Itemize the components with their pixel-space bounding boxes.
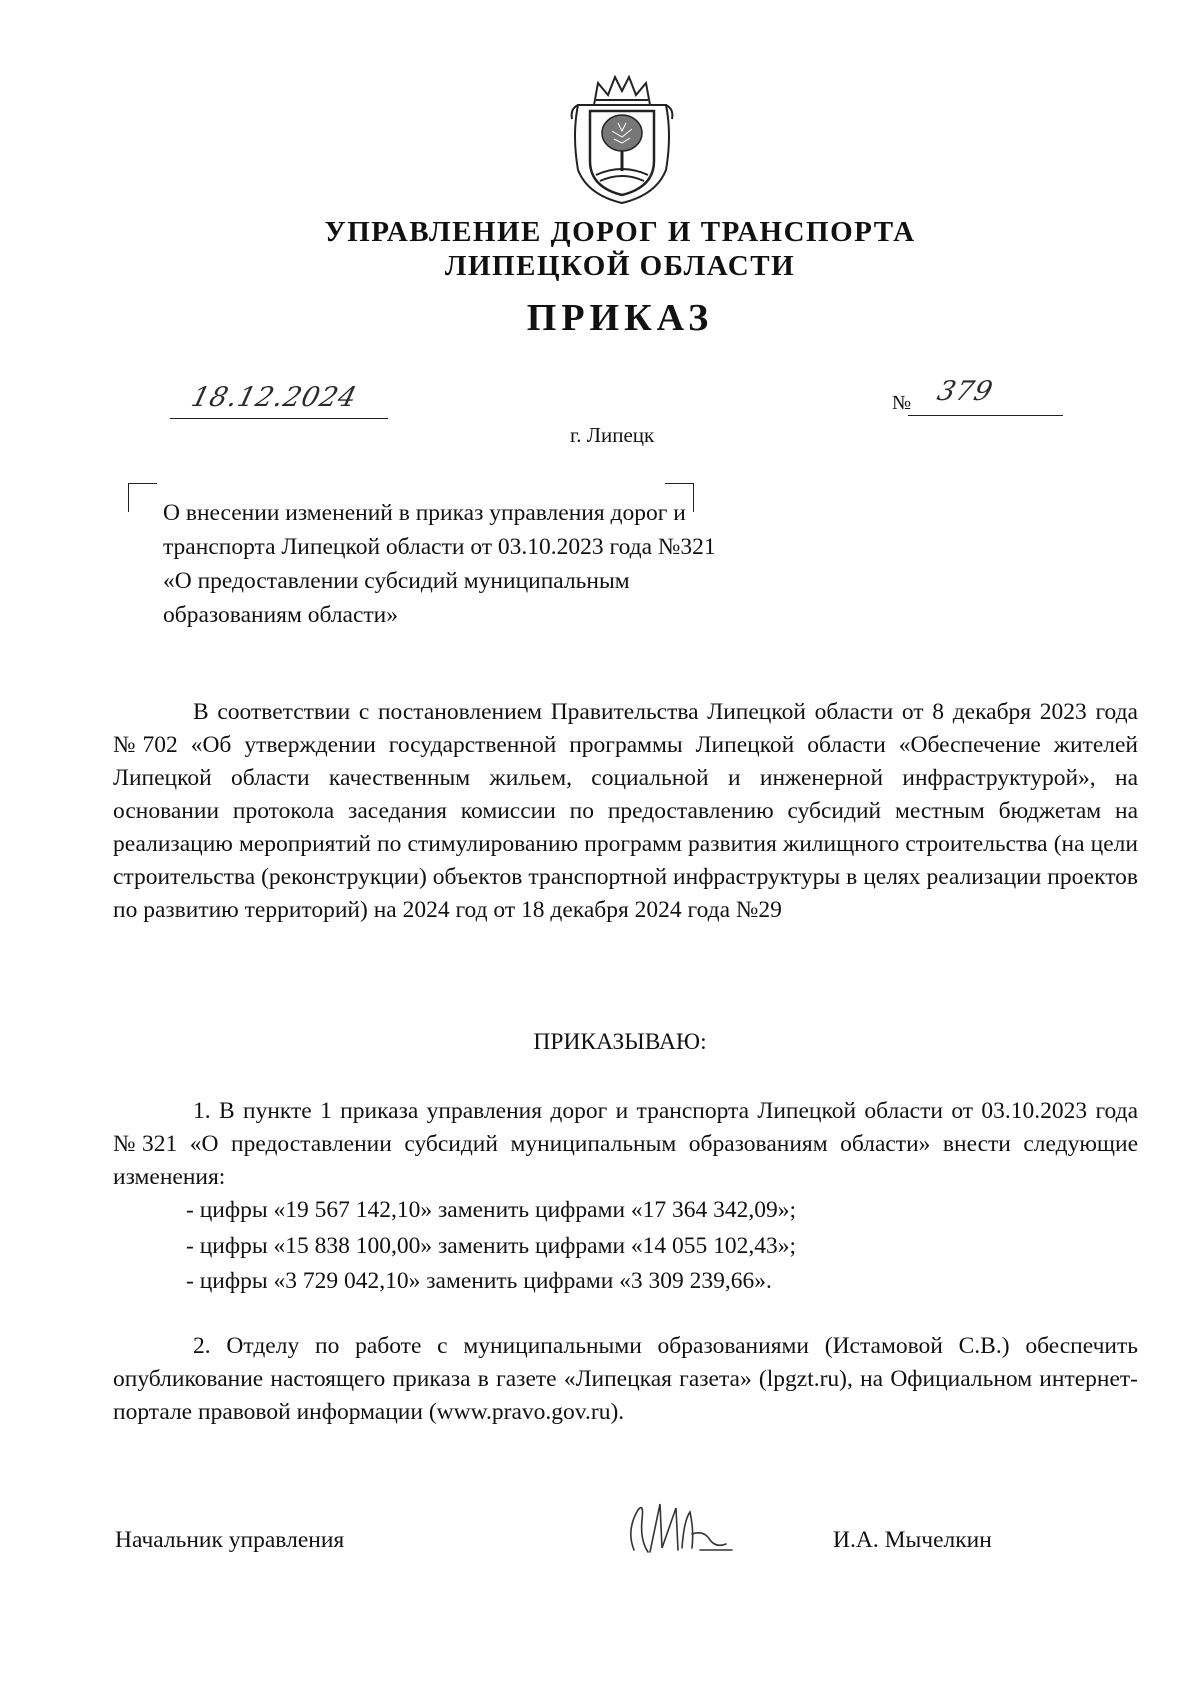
document-subject: О внесении изменений в приказ управления дорог и транспорта Липецкой области от 03.10.2023 года №321 «О предоставлении субсидий муниципальным образованиям области» — [163, 500, 716, 628]
order-item-2: 2. Отделу по работе с муниципальными образованиями (Истамовой С.В.) обеспечить опубликование настоящего приказа в газете «Липецкая газета» (lpgzt.ru), на Официальном интернет-портале правовой информации (www.pravo.gov.ru). — [113, 1333, 1138, 1425]
change-list-item: - цифры «15 838 100,00» заменить цифрами «14 055 102,43»; — [186, 1233, 797, 1259]
number-underline — [908, 415, 1063, 416]
signatory-position: Начальник управления — [115, 1527, 345, 1553]
change-list-item: - цифры «19 567 142,10» заменить цифрами «17 364 342,09»; — [186, 1197, 797, 1223]
coat-of-arms-emblem — [568, 75, 676, 207]
organization-name-line1: УПРАВЛЕНИЕ ДОРОГ И ТРАНСПОРТА — [324, 216, 916, 248]
date-underline — [170, 418, 388, 419]
handwritten-date: 18.12.2024 — [188, 382, 361, 413]
order-item-1: 1. В пункте 1 приказа управления дорог и транспорта Липецкой области от 03.10.2023 года №321 «О предоставлении субсидий муниципальным образованиям области» внести следующие изменения: — [113, 1098, 1138, 1190]
handwritten-signature — [620, 1490, 750, 1570]
signatory-name: И.А. Мычелкин — [833, 1527, 992, 1553]
handwritten-document-number: 379 — [934, 376, 997, 407]
preamble-paragraph: В соответствии с постановлением Правительства Липецкой области от 8 декабря 2023 года №702 «Об утверждении государственной программы Липецкой области «Обеспечение жителей Липецкой области качественным жильем, социальной и инженерной инфраструктурой», на основании протокола заседания комиссии по предоставлению субсидий местным бюджетам на реализацию мероприятий по стимулированию программ развития жилищного строительства (на цели строительства (реконструкции) объектов транспортной инфраструктуры в целях реализации проектов по развитию территорий) на 2024 год от 18 декабря 2024 года №29 — [113, 699, 1138, 923]
organization-name-line2: ЛИПЕЦКОЙ ОБЛАСТИ — [444, 250, 796, 282]
document-type-title: ПРИКАЗ — [526, 297, 714, 339]
subject-corner-bracket-left — [128, 483, 157, 512]
number-label: № — [892, 392, 912, 414]
change-list-item: - цифры «3 729 042,10» заменить цифрами «3 309 239,66». — [186, 1268, 772, 1294]
issue-city: г. Липецк — [570, 423, 655, 447]
order-heading: ПРИКАЗЫВАЮ: — [533, 1029, 707, 1055]
